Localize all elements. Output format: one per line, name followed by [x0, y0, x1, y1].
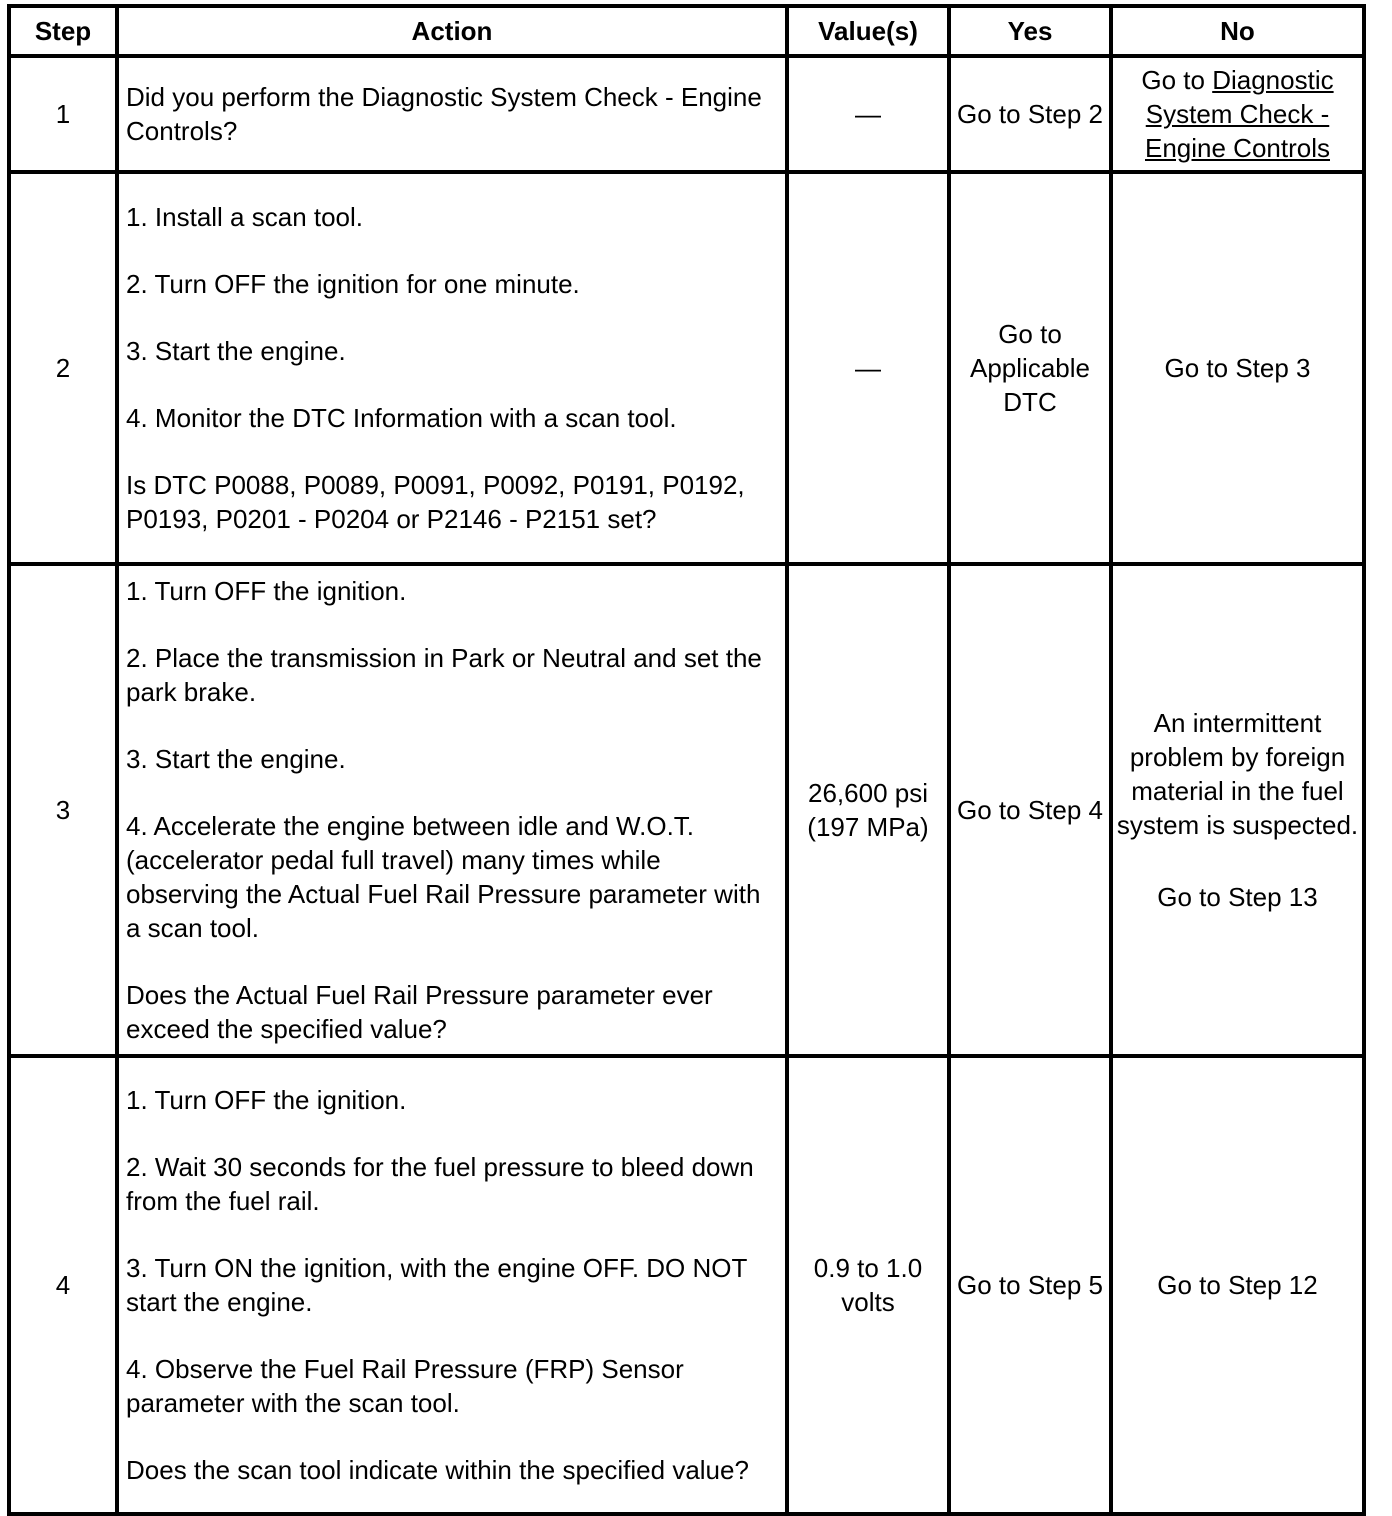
no-cell — [1111, 56, 1364, 172]
action-text: 4. Accelerate the engine between idle and W.O.T. (accelerator pedal full travel) many times while observing the Actual Fuel Rail Pressure parameter with a scan tool. — [126, 811, 761, 943]
action-text: Is DTC P0088, P0089, P0091, P0092, P0191, P0192, P0193, P0201 - P0204 or P2146 - P2151 set? — [126, 470, 745, 534]
yes-text: Go to Step 4 — [957, 795, 1103, 825]
action-text: Did you perform the Diagnostic System Check - Engine Controls? — [126, 82, 762, 146]
action-text: 1. Turn OFF the ignition. — [126, 1085, 407, 1115]
action-text: 2. Wait 30 seconds for the fuel pressure to bleed down from the fuel rail. — [126, 1152, 754, 1216]
yes-cell — [949, 564, 1111, 1056]
diagnostic-table — [7, 4, 1366, 1516]
action-text: 3. Start the engine. — [126, 744, 346, 774]
action-cell — [117, 564, 787, 1056]
header-action: Action — [117, 6, 787, 56]
yes-text: Go to Step 2 — [957, 99, 1103, 129]
step-number: 3 — [9, 564, 117, 1056]
step-number: 4 — [9, 1056, 117, 1514]
header-yes: Yes — [949, 6, 1111, 56]
step-number: 2 — [9, 172, 117, 564]
value-text: 0.9 to 1.0 volts — [813, 1253, 923, 1317]
action-text: 3. Turn ON the ignition, with the engine OFF. DO NOT start the engine. — [126, 1253, 747, 1317]
header-row — [9, 6, 1364, 56]
value-cell: — — [787, 172, 949, 564]
table-row-step-1 — [9, 56, 1364, 172]
action-text: 4. Observe the Fuel Rail Pressure (FRP) Sensor parameter with the scan tool. — [126, 1354, 684, 1418]
value-text: 26,600 psi (197 MPa) — [807, 778, 929, 842]
no-text: An intermittent problem by foreign material in the fuel system is suspected. — [1116, 708, 1359, 840]
action-text: 1. Turn OFF the ignition. — [126, 576, 407, 606]
table-row-step-2 — [9, 172, 1364, 564]
table-row-step-3 — [9, 564, 1364, 1056]
header-step: Step — [9, 6, 117, 56]
action-text: Does the Actual Fuel Rail Pressure parameter ever exceed the specified value? — [126, 980, 713, 1044]
action-cell — [117, 56, 787, 172]
action-text: 4. Monitor the DTC Information with a scan tool. — [126, 403, 677, 433]
value-cell — [787, 564, 949, 1056]
no-cell — [1111, 564, 1364, 1056]
yes-text: Go to Step 5 — [957, 1270, 1103, 1300]
yes-cell — [949, 172, 1111, 564]
yes-cell — [949, 1056, 1111, 1514]
value-cell: — — [787, 56, 949, 172]
no-text: Go to Step 13 — [1157, 882, 1318, 912]
action-text: 1. Install a scan tool. — [126, 202, 364, 232]
no-text-prefix: Go to — [1141, 65, 1213, 95]
action-cell — [117, 172, 787, 564]
diagnostic-system-check-link[interactable]: Diagnostic System Check - Engine Controls — [1145, 65, 1334, 163]
action-text: Does the scan tool indicate within the specified value? — [126, 1455, 749, 1485]
header-values: Value(s) — [787, 6, 949, 56]
table-row-step-4 — [9, 1056, 1364, 1514]
step-number: 1 — [9, 56, 117, 172]
action-text: 2. Place the transmission in Park or Neutral and set the park brake. — [126, 643, 762, 707]
header-no: No — [1111, 6, 1364, 56]
value-cell — [787, 1056, 949, 1514]
no-cell: Go to Step 3 — [1111, 172, 1364, 564]
no-cell: Go to Step 12 — [1111, 1056, 1364, 1514]
action-cell — [117, 1056, 787, 1514]
yes-text: Go to Applicable DTC — [970, 319, 1090, 417]
action-text: 3. Start the engine. — [126, 336, 346, 366]
action-text: 2. Turn OFF the ignition for one minute. — [126, 269, 580, 299]
yes-cell — [949, 56, 1111, 172]
